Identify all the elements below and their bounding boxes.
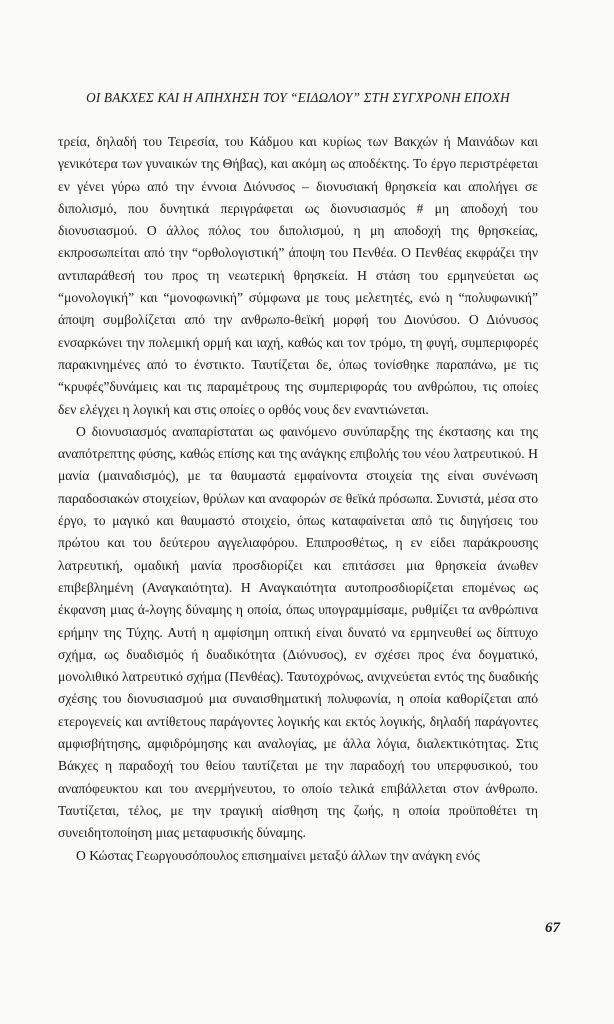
paragraph: Ο διονυσιασμός αναπαρίσταται ως φαινόμενο συνύπαρξης της έκστασης και της αναπότρεπτης φύσης, καθώς επίσης και της ανάγκης επιβολής του νέου λατρευτικού. Η μανία (μαιναδισμός), με τα θαυμαστά εμφαίνοντα στοιχεία της είναι συνένωση παραδοσιακών στοιχείων, θρύλων και αναφορών σε θεϊκά πρόσωπα. Συνιστά, μέσα στο έργο, το μαγικό και θαυμαστό στοιχείο, όπως καταφαίνεται από τις διηγήσεις του πρώτου και του δεύτερου αγγελιαφόρου. Επιπροσθέτως, η εν είδει παράκρουσης λατρευτική, ομαδική μανία προσδιορίζει και επιτάσσει μια θρησκεία άνωθεν επιβεβλημένη (Αναγκαιότητα). Η Αναγκαιότητα αυτοπροσδιορίζεται επομένως ως έκφανση μιας ά-λογης δύναμης η οποία, όπως υπογραμμίσαμε, ρυθμίζει τα ανθρώπινα ερήμην της Τύχης. Αυτή η αμφίσημη οπτική είναι δυνατό να ερμηνευθεί ως δίπτυχο σχήμα, ως δυαδισμός ή δυαδικότητα (Διόνυσος), εν σχέσει προς ένα δογματικό, μονολιθικό λατρευτικό σχήμα (Πενθέας). Ταυτοχρόνως, ανιχνεύεται εντός της δυαδικής σχέσης του διονυσιασμού μια συναισθηματική πολυφωνία, η οποία καθορίζεται από ετερογενείς και αντίθετους παράγοντες λογικής και εκτός λογικής, δηλαδή παράγοντες αμφισβήτησης, αμφιδρόμησης και αναλογίας, με άλλα λόγια, διαλεκτικότητας. Στις Βάκχες η παραδοχή του θείου ταυτίζεται με την παραδοχή του υπερφυσικού, του αναπόφευκτου και του ανερμήνευτου, το οποίο τελικά επιβάλλεται στον άνθρωπο. Ταυτίζεται, τέλος, με την τραγική αίσθηση της ζωής, η οποία προϋποθέτει τη συνειδητοποίηση μιας μεταφυσικής δύναμης. [58,423,538,841]
paragraph: τρεία, δηλαδή του Τειρεσία, του Κάδμου και κυρίως των Βακχών ή Μαινάδων και γενικότερα των γυναικών της Θήβας), και ακόμη ως αποδέκτης. Το έργο περιστρέφεται εν γένει γύρω από την έννοια Διόνυσος – διονυσιακή θρησκεία και απολήγει σε διπολισμό, που δυνητικά περιγράφεται ως διονυσιασμός # μη αποδοχή του διονυσιασμού. Ο άλλος πόλος του διπολισμού, η μη αποδοχή της θρησκείας, εκπροσωπείται από την “ορθολογιστική” άποψη του Πενθέα. Ο Πενθέας εκφράζει την αντιπαράθεσή του προς τη νεωτερική θρησκεία. Η στάση του ερμηνεύεται ως “μονολογική” και “μονοφωνική” σύμφωνα με τους μελετητές, ενώ η “πολυφωνική” άποψη συμβολίζεται από την ανθρωπο-θεϊκή μορφή του Διονύσου. Ο Διόνυσος ενσαρκώνει την πολεμική ορμή και ιαχή, καθώς και τον τρόμο, τη φυγή, συμπεριφορές παρακινημένες από το ένστικτο. Ταυτίζεται δε, όπως τονίσθηκε παραπάνω, με τις “κρυφές”δυνάμεις και τις παραμέτρους της συμπεριφοράς του ανθρώπου, τις οποίες δεν ελέγχει η λογική και στις οποίες ο ορθός νους δεν εναντιώνεται. [58,134,538,417]
page-number: 67 [545,920,560,936]
running-head: ΟΙ ΒΑΚΧΕΣ ΚΑΙ Η ΑΠΗΧΗΣΗ ΤΟΥ “ΕΙΔΩΛΟΥ” ΣΤΗ ΣΥΓΧΡΟΝΗ ΕΠΟΧΗ [86,90,510,105]
paragraph: Ο Κώστας Γεωργουσόπουλος επισημαίνει μεταξύ άλλων την ανάγκη ενός [76,847,480,863]
body-text [58,131,538,867]
